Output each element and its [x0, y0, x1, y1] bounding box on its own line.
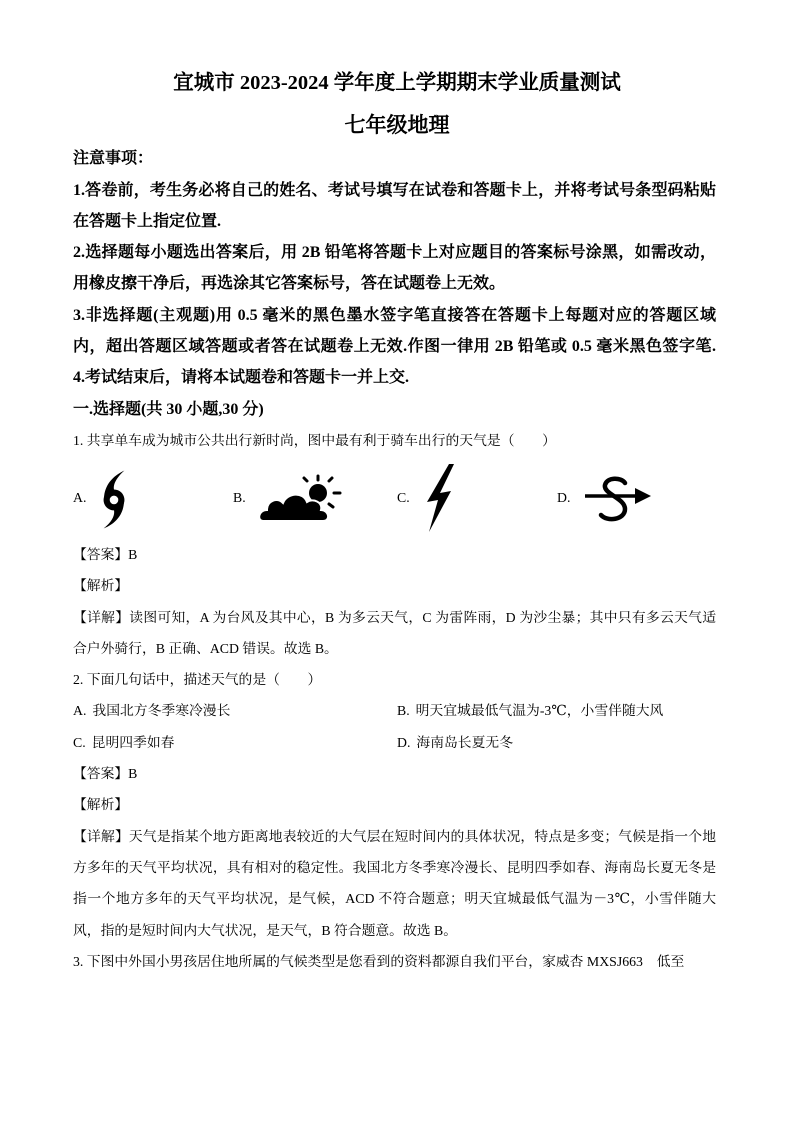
exam-content	[73, 143, 716, 977]
q2-option-a	[73, 695, 230, 726]
option-label: D.	[397, 734, 411, 750]
q1-answer: 【答案】B	[73, 546, 138, 562]
q3-stem: 3. 下图中外国小男孩居住地所属的气候类型是您看到的资料都源自我们平台，家威杏 MXSJ663 低至	[73, 953, 685, 969]
q1-option-c	[397, 456, 557, 539]
note-3-line-2: 内，超出答题区域答题或者答在试题卷上无效.作图一律用 2B 铅笔或 0.5 毫米黑色签字笔.	[73, 338, 716, 356]
q2-options-row-2	[73, 727, 716, 758]
q1-option-a	[73, 456, 233, 539]
q2-analysis-heading: 【解析】	[73, 797, 129, 813]
q1-detail-line-2: 合户外骑行，B 正确、ACD 错误。故选 B。	[73, 640, 338, 656]
note-1-line-2: 在答题卡上指定位置.	[73, 212, 222, 230]
sandstorm-icon	[585, 474, 651, 526]
option-text: 昆明四季如春	[91, 734, 175, 750]
q2-stem: 2. 下面几句话中，描述天气的是（ ）	[73, 672, 322, 688]
q1-option-d	[557, 456, 717, 539]
option-label: A.	[73, 490, 87, 506]
q1-option-b	[233, 456, 393, 539]
q2-option-d	[397, 727, 513, 758]
q1-analysis-heading: 【解析】	[73, 578, 129, 594]
q2-detail-line-4: 风，指的是短时间内大气状况，是天气，B 符合题意。故选 B。	[73, 922, 458, 938]
notes-heading: 注意事项：	[73, 150, 154, 168]
q2-option-c	[73, 727, 174, 758]
q1-detail-line-1: 【详解】读图可知，A 为台风及其中心，B 为多云天气，C 为雷阵雨，D 为沙尘暴；其中只有多云天气适	[73, 609, 716, 625]
note-2-line-1: 2.选择题每小题选出答案后，用 2B 铅笔将答题卡上对应题目的答案标号涂黑，如需改动，	[73, 244, 716, 262]
q2-options-row-1	[73, 695, 716, 726]
note-1-line-1: 1.答卷前，考生务必将自己的姓名、考试号填写在试卷和答题卡上，并将考试号条型码粘贴	[73, 181, 716, 199]
q1-options	[73, 456, 716, 539]
q2-detail-line-2: 方多年的天气平均状况，具有相对的稳定性。我国北方冬季寒冷漫长、昆明四季如春、海南岛长夏无冬是	[73, 859, 716, 875]
q2-detail-line-1: 【详解】天气是指某个地方距离地表较近的大气层在短时间内的具体状况，特点是多变；气候是指一个地	[73, 828, 716, 844]
partly-cloudy-icon	[258, 474, 342, 524]
thunderstorm-icon	[420, 464, 456, 532]
option-text: 我国北方冬季寒冷漫长	[92, 703, 231, 719]
option-label: C.	[397, 490, 410, 506]
option-text: 明天宜城最低气温为-3℃，小雪伴随大风	[415, 703, 664, 719]
section-heading: 一.选择题(共 30 小题,30 分)	[73, 400, 264, 418]
option-label: A.	[73, 703, 87, 719]
note-4-line-1: 4.考试结束后，请将本试题卷和答题卡一并上交.	[73, 369, 410, 387]
option-label: B.	[397, 703, 410, 719]
q2-detail-line-3: 指一个地方多年的天气平均状况，是气候，ACD 不符合题意；明天宜城最低气温为－3℃，小雪伴随大	[73, 891, 716, 907]
q2-option-b	[397, 695, 663, 726]
option-label: B.	[233, 490, 246, 506]
option-label: D.	[557, 490, 571, 506]
q1-stem: 1. 共享单车成为城市公共出行新时尚，图中最有利于骑车出行的天气是（ ）	[73, 432, 556, 448]
note-3-line-1: 3.非选择题(主观题)用 0.5 毫米的黑色墨水签字笔直接答在答题卡上每题对应的答题区域	[73, 306, 716, 324]
q2-answer: 【答案】B	[73, 766, 138, 782]
typhoon-icon	[95, 468, 133, 530]
exam-title: 宜城市 2023-2024 学年度上学期期末学业质量测试	[173, 72, 621, 94]
note-2-line-2: 用橡皮擦干净后，再选涂其它答案标号，答在试题卷上无效。	[73, 275, 506, 293]
option-label: C.	[73, 734, 86, 750]
option-text: 海南岛长夏无冬	[416, 734, 513, 750]
exam-subject: 七年级地理	[344, 113, 450, 137]
